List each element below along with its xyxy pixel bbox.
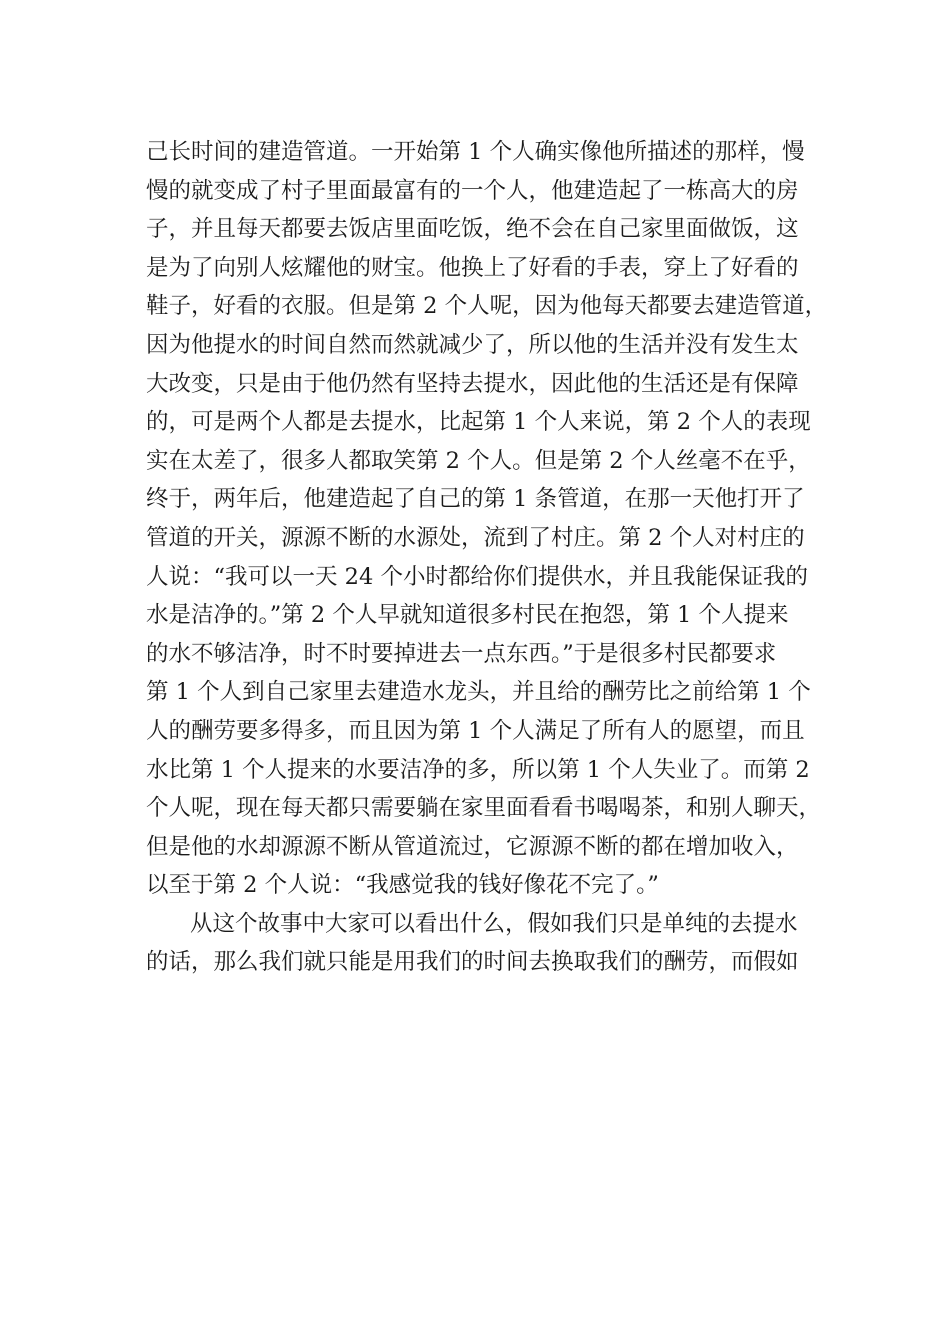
text-line: 管道的开关，源源不断的水源处，流到了村庄。第 2 个人对村庄的 [146,524,805,551]
text-line: 的水不够洁净，时不时要掉进去一点东西。”于是很多村民都要求 [146,640,777,667]
paragraph-first-line: 从这个故事中大家可以看出什么，假如我们只是单纯的去提水 [190,910,798,937]
text-line: 第 1 个人到自己家里去建造水龙头，并且给的酬劳比之前给第 1 个 [146,679,811,706]
text-line: 个人呢，现在每天都只需要躺在家里面看看书喝喝茶，和别人聊天， [146,795,822,822]
text-line: 终于，两年后，他建造起了自己的第 1 条管道，在那一天他打开了 [146,486,805,513]
text-line: 大改变，只是由于他仍然有坚持去提水，因此他的生活还是有保障 [146,370,799,397]
text-line: 人说：“我可以一天 24 个小时都给你们提供水，并且我能保证我的 [146,563,808,590]
text-line: 但是他的水却源源不断从管道流过，它源源不断的都在增加收入， [146,833,799,860]
text-line: 是为了向别人炫耀他的财宝。他换上了好看的手表，穿上了好看的 [146,254,799,281]
text-line: 因为他提水的时间自然而然就减少了，所以他的生活并没有发生太 [146,331,799,358]
text-line: 水是洁净的。”第 2 个人早就知道很多村民在抱怨，第 1 个人提来 [146,602,789,629]
body-text [146,133,826,982]
text-line: 鞋子，好看的衣服。但是第 2 个人呢，因为他每天都要去建造管道， [146,293,828,320]
text-line: 实在太差了，很多人都取笑第 2 个人。但是第 2 个人丝毫不在乎， [146,447,811,474]
text-line: 人的酬劳要多得多，而且因为第 1 个人满足了所有人的愿望，而且 [146,717,805,744]
text-line: 慢的就变成了村子里面最富有的一个人，他建造起了一栋高大的房 [146,177,799,204]
text-line: 的话，那么我们就只能是用我们的时间去换取我们的酬劳，而假如 [146,949,799,976]
text-line: 子，并且每天都要去饭店里面吃饭，绝不会在自己家里面做饭，这 [146,216,799,243]
text-line: 的，可是两个人都是去提水，比起第 1 个人来说，第 2 个人的表现 [146,409,811,436]
text-line: 己长时间的建造管道。一开始第 1 个人确实像他所描述的那样，慢 [146,139,805,165]
text-line: 以至于第 2 个人说：“我感觉我的钱好像花不完了。” [146,872,659,899]
text-line: 水比第 1 个人提来的水要洁净的多，所以第 1 个人失业了。而第 2 [146,756,810,783]
